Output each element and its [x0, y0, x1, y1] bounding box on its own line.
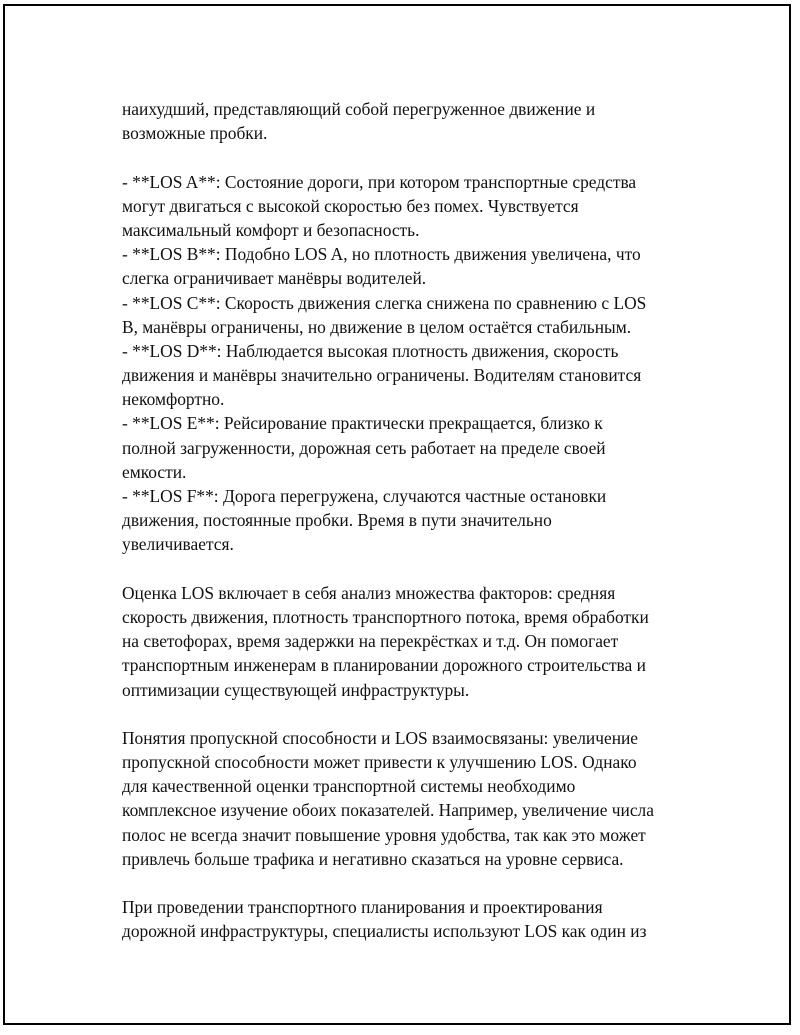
text-line: B, манёвры ограничены, но движение в целом остаётся стабильным. — [122, 316, 632, 337]
text-line: скорость движения, плотность транспортного потока, время обработки — [122, 606, 649, 627]
text-line: на светофорах, время задержки на перекрёстках и т.д. Он помогает — [122, 631, 619, 652]
text-line: увеличивается. — [122, 534, 234, 555]
text-line: полос не всегда значит повышение уровня удобства, так как это может — [122, 824, 646, 845]
text-line: - **LOS A**: Состояние дороги, при котором транспортные средства — [122, 171, 637, 192]
text-line: - **LOS E**: Рейсирование практически прекращается, близко к — [122, 413, 603, 434]
text-line: При проведении транспортного планирования и проектирования — [122, 897, 603, 918]
text-line: максимальный комфорт и безопасность. — [122, 219, 420, 240]
text-line: - **LOS D**: Наблюдается высокая плотность движения, скорость — [122, 340, 619, 361]
text-line: движения, постоянные пробки. Время в пути значительно — [122, 510, 552, 531]
text-line: возможные пробки. — [122, 123, 268, 144]
text-line: транспортным инженерам в планировании дорожного строительства и — [122, 655, 646, 676]
text-line: для качественной оценки транспортной системы необходимо — [122, 776, 576, 797]
paragraph-gap — [122, 702, 702, 726]
text-line: комплексное изучение обоих показателей. Например, увеличение числа — [122, 800, 654, 821]
text-line: емкости. — [122, 461, 187, 482]
paragraph-planning-usage — [122, 895, 702, 943]
text-line: полной загруженности, дорожная сеть работает на пределе своей — [122, 437, 606, 458]
text-line: Понятия пропускной способности и LOS взаимосвязаны: увеличение — [122, 727, 639, 748]
paragraph-intro-tail — [122, 97, 702, 145]
document-body — [122, 97, 702, 944]
page-frame — [3, 4, 791, 1025]
text-line: - **LOS B**: Подобно LOS A, но плотность движения увеличена, что — [122, 244, 641, 265]
text-line: оптимизации существующей инфраструктуры. — [122, 679, 470, 700]
paragraph-capacity-relation — [122, 726, 702, 871]
text-line: Оценка LOS включает в себя анализ множества факторов: средняя — [122, 582, 616, 603]
text-line: наихудший, представляющий собой перегруженное движение и — [122, 99, 596, 119]
text-line: привлечь больше трафика и негативно сказаться на уровне сервиса. — [122, 848, 624, 869]
text-line: движения и манёвры значительно ограничены. Водителям становится — [122, 365, 642, 386]
paragraph-los-assessment — [122, 581, 702, 702]
paragraph-gap — [122, 145, 702, 169]
text-line: - **LOS F**: Дорога перегружена, случаются частные остановки — [122, 486, 607, 506]
text-line: могут двигаться с высокой скоростью без помех. Чувствуется — [122, 195, 579, 216]
text-line: некомфортно. — [122, 389, 225, 410]
text-line: слегка ограничивает манёвры водителей. — [122, 268, 427, 289]
text-line: пропускной способности может привести к улучшению LOS. Однако — [122, 752, 637, 773]
paragraph-gap — [122, 871, 702, 895]
text-line: - **LOS C**: Скорость движения слегка снижена по сравнению с LOS — [122, 292, 647, 313]
paragraph-los-list — [122, 170, 702, 557]
text-line: дорожной инфраструктуры, специалисты используют LOS как один из — [122, 921, 647, 942]
paragraph-gap — [122, 557, 702, 581]
